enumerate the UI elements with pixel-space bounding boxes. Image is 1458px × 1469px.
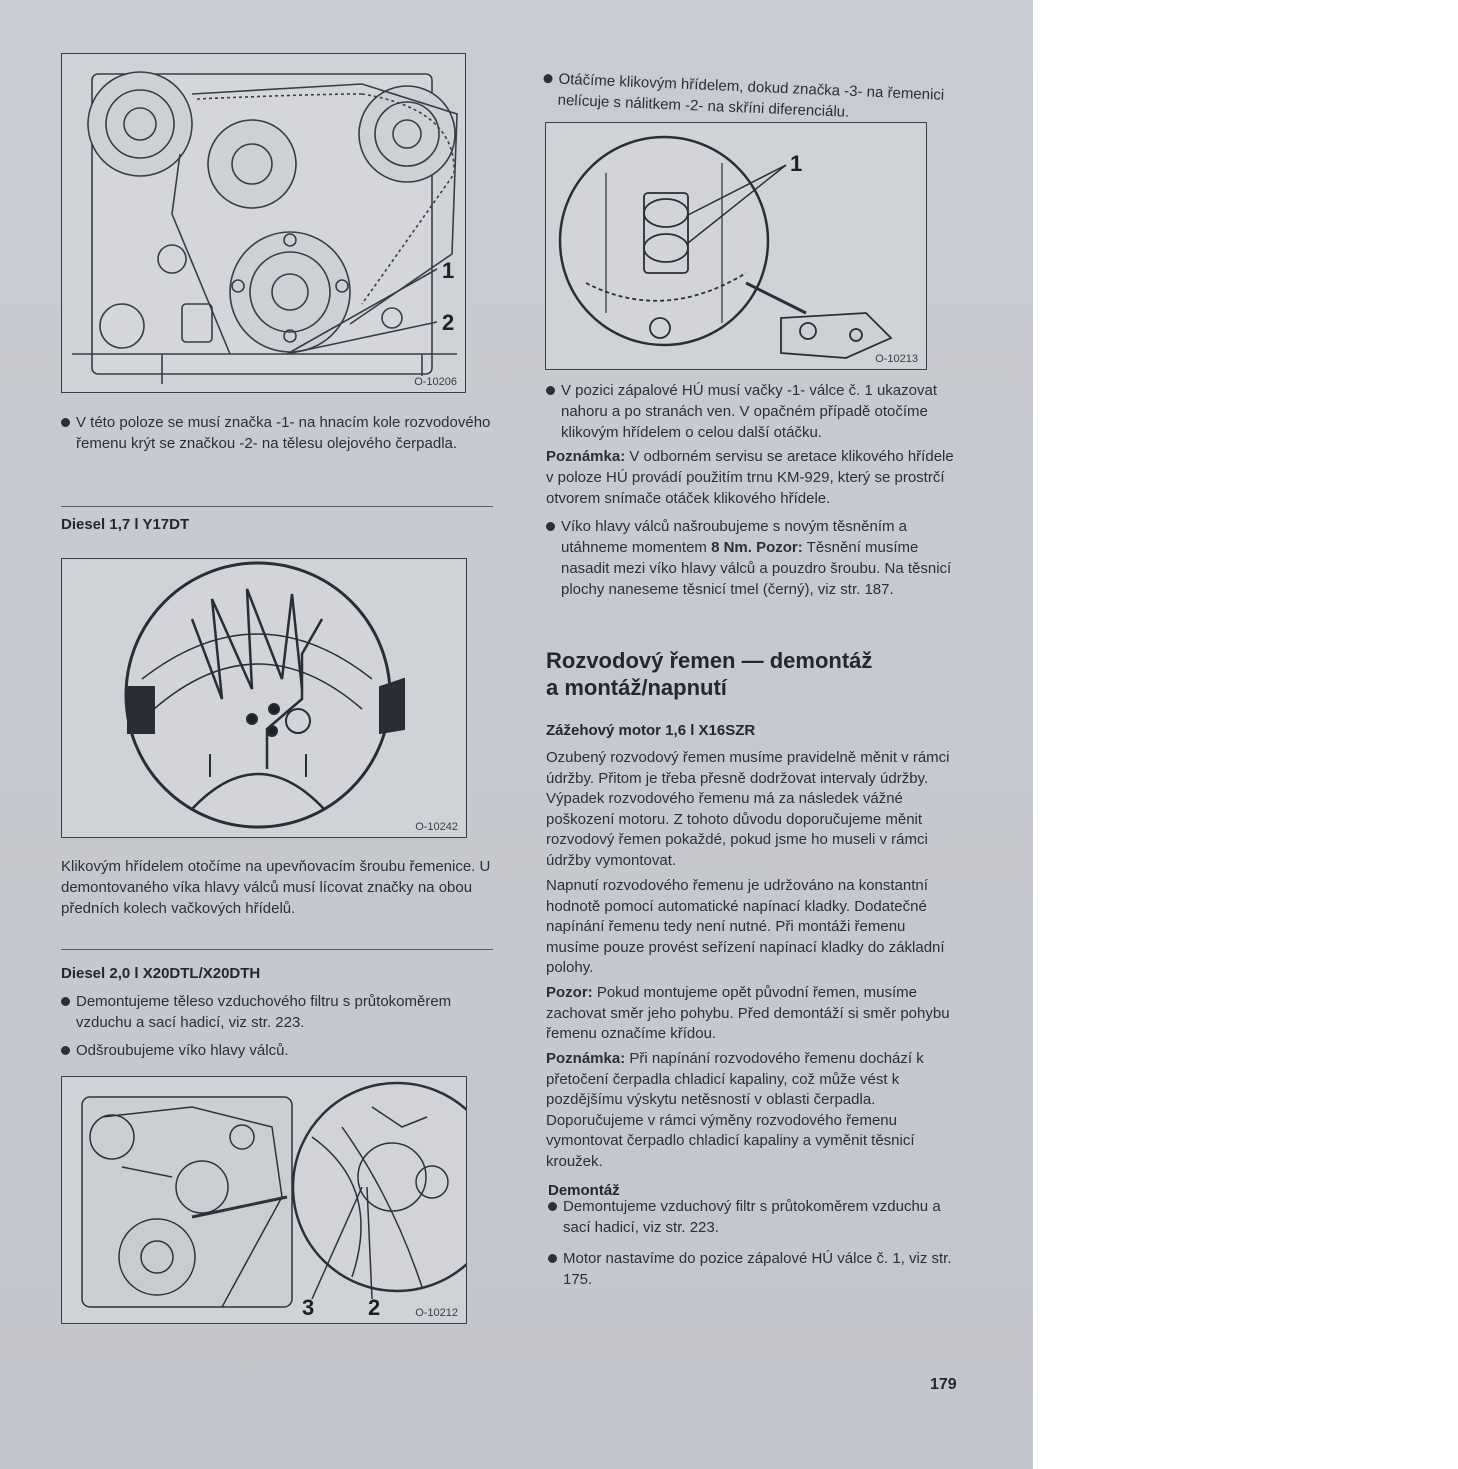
figure-camshaft-lobes: [545, 122, 927, 370]
subheading-engine: Zážehový motor 1,6 l X16SZR: [546, 722, 756, 739]
section-heading-diesel-17: Diesel 1,7 l Y17DT: [61, 516, 190, 533]
bullet-text: V pozici zápalové HÚ musí vačky -1- válce č. 1 ukazovat nahoru a po stranách ven. V opačném případě otočíme klikovým hřídelem o celou další otáčku.: [561, 382, 937, 441]
section-heading-diesel-20: Diesel 2,0 l X20DTL/X20DTH: [61, 965, 261, 982]
bullet-rotate-crankshaft: [544, 68, 952, 121]
page-number: 179: [930, 1376, 957, 1393]
callout-1: 1: [790, 151, 803, 176]
heading-demontaz: Demontáž: [548, 1182, 620, 1199]
bullet-dot: [546, 386, 555, 395]
note-text: Při napínání rozvodového řemenu dochází k přetočení čerpadla chladicí kapaliny, což může vést k pozdějšímu výskytu netěsností v oblasti čerpadla. Doporučujeme v rámci výměny rozvodového řemenu vymontovat čerpadlo chladicí kapaliny a vyměnit těsnicí kroužek.: [546, 1050, 924, 1170]
note-text: V odborném servisu se aretace klikového hřídele v poloze HÚ provádí použitím trnu KM-929, který se prostrčí otvorem snímače otáček klikového hřídele.: [546, 448, 954, 507]
figure-engine-pulley-detail: [61, 1076, 467, 1324]
figure-code: O-10242: [415, 821, 458, 833]
figure-code: O-10212: [415, 1307, 458, 1319]
note-label: Poznámka:: [546, 448, 626, 465]
pozor-belt-direction: [546, 983, 956, 1045]
bullet-text-a: Víko hlavy válců našroubujeme s novým těsněním a utáhneme momentem: [561, 518, 908, 556]
pozor-text: Pokud montujeme opět původní řemen, musíme zachovat směr jeho pohybu. Před demontáží si směr pohybu řemenu označíme křídou.: [546, 984, 950, 1042]
bullet-dot: [548, 1202, 557, 1211]
bullet-dot: [61, 1046, 70, 1055]
bullet-text: Demontujeme těleso vzduchového filtru s průtokoměrem vzduchu a sací hadicí, viz str. 223.: [76, 993, 452, 1031]
bullet-text: Demontujeme vzduchový filtr s průtokoměrem vzduchu a sací hadicí, viz str. 223.: [563, 1198, 941, 1236]
camshaft-gears-drawing: [62, 559, 466, 837]
bullet-dot: [61, 997, 70, 1006]
callout-2: 2: [442, 310, 455, 335]
bullet-text: V této poloze se musí značka -1- na hnacím kole rozvodového řemenu krýt se značkou -2- na tělesu olejového čerpadla.: [76, 414, 491, 452]
torque-value: 8 Nm.: [711, 539, 752, 556]
bullet-dot: [543, 74, 552, 83]
callout-1: 1: [442, 258, 455, 283]
section-divider: [61, 506, 493, 507]
paragraph-belt-tension: Napnutí rozvodového řemenu je udržováno na konstantní hodnotě pomocí automatické napínací kladky. Dodatečné napínání řemenu tedy není nutné. Při montáži řemenu musíme pouze provést seřízení napínací kladky do základní polohy.: [546, 877, 945, 976]
bullet-text-b: Těsnění musíme nasadit mezi víko hlavy válců a pouzdro šroubu. Na těsnicí plochy naneseme těsnicí tmel (černý), viz str. 187.: [561, 539, 952, 598]
note-label: Poznámka:: [546, 1050, 626, 1067]
pozor-label: Pozor:: [751, 539, 803, 556]
paragraph-belt-replacement: Ozubený rozvodový řemen musíme pravidelně měnit v rámci údržby. Přitom je třeba přesně dodržovat intervaly údržby. Výpadek rozvodového řemenu má za následek vážné poškození motoru. Z tohoto důvodu doporučujeme měnit rozvodový řemen pokaždé, pokud jsme ho museli v rámci údržby vymontovat.: [546, 749, 950, 869]
main-heading: Rozvodový řemen — demontáž a montáž/napnutí: [546, 648, 873, 700]
figure-camshaft-gears: [61, 558, 467, 838]
bullet-text: Otáčíme klikovým hřídelem, dokud značka -3- na řemenici nelícuje s nálitkem -2- na skříni diferenciálu.: [557, 70, 945, 121]
bullet-dot: [61, 418, 70, 427]
bullet-dot: [546, 522, 555, 531]
camshaft-lobes-drawing: [546, 123, 926, 369]
figure-code: O-10213: [875, 353, 918, 365]
callout-2: 2: [368, 1295, 381, 1320]
bullet-dot: [548, 1254, 557, 1263]
pozor-label: Pozor:: [546, 984, 593, 1001]
bullet-text: Motor nastavíme do pozice zápalové HÚ válce č. 1, viz str. 175.: [563, 1250, 952, 1288]
callout-3: 3: [302, 1295, 315, 1320]
note-crankshaft-locking: [546, 446, 956, 509]
bullet-text: [561, 516, 956, 600]
figure-timing-belt-engine: [61, 53, 466, 393]
figure-code: O-10206: [414, 376, 457, 388]
bullet-text: Odšroubujeme víko hlavy válců.: [76, 1042, 289, 1059]
section-divider: [61, 949, 493, 950]
paragraph-camshaft-marks: Klikovým hřídelem otočíme na upevňovacím šroubu řemenice. U demontovaného víka hlavy válců musí lícovat značky na obou předních kolech vačkových hřídelů.: [61, 858, 491, 917]
timing-belt-drawing: [62, 54, 465, 392]
engine-pulley-drawing: [62, 1077, 466, 1323]
note-water-pump: [546, 1049, 956, 1172]
